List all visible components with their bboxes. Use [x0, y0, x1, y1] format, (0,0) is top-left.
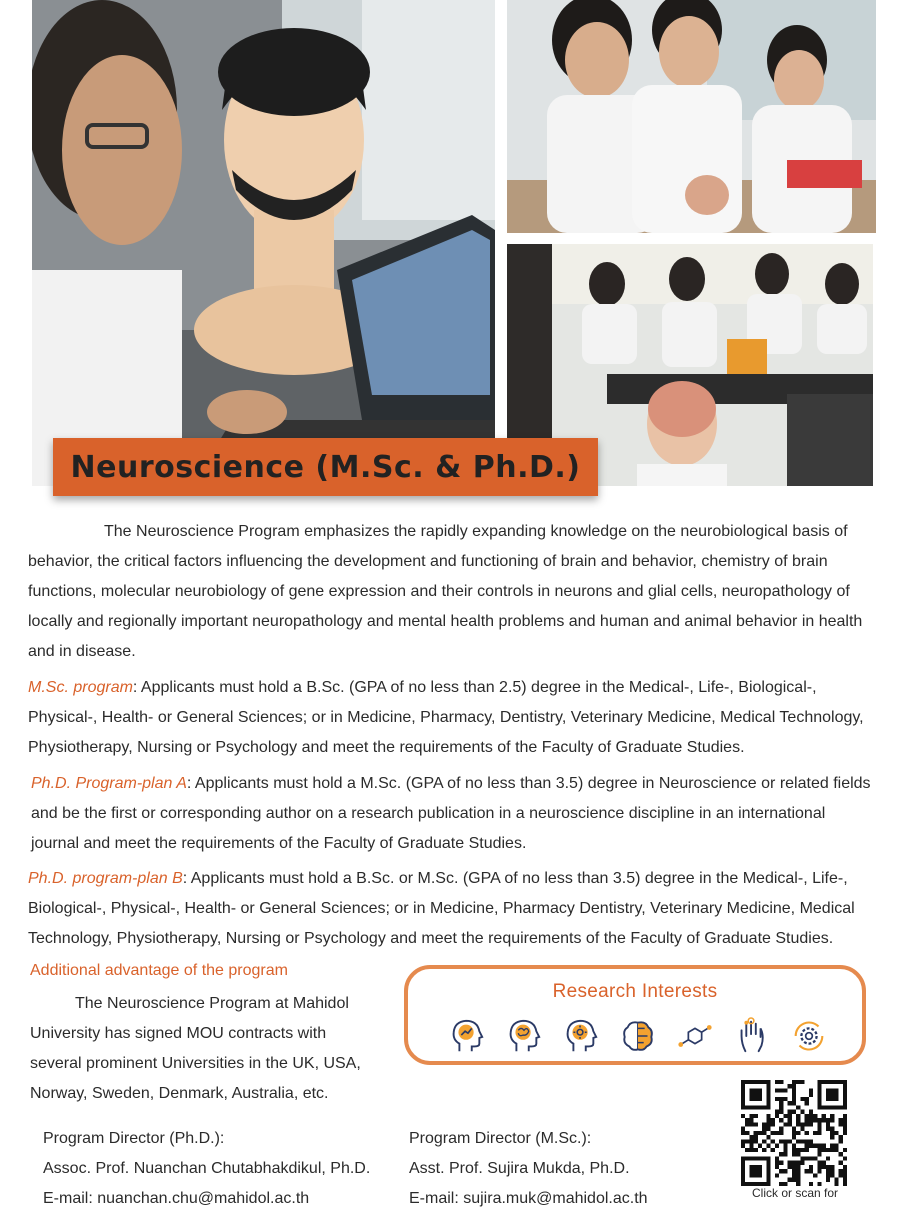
phd-plan-b-text: : Applicants must hold a B.Sc. or M.Sc. (GPA of no less than 3.5) degree in the Medical-, Life-, Biological-, Physical-, Health- or General Sciences; or in Medicine, Pharmacy Dentistry, Veterinary Medicine, Medical Technology, Physiotherapy, Nursing or Psychology and meet the requirements of the Faculty of Graduate Studies. [28, 870, 855, 947]
phd-plan-a-paragraph [31, 769, 871, 859]
research-interests-heading: Research Interests [552, 981, 718, 1002]
advantage-paragraph: The Neuroscience Program at Mahidol University has signed MOU contracts with several prominent Universities in the UK, USA, Norway, Sweden, Denmark, Australia, etc. [30, 995, 361, 1102]
molecule-icon [676, 1017, 714, 1055]
phd-director-contact [43, 1124, 370, 1214]
msc-director-role: Program Director (M.Sc.): [409, 1130, 592, 1147]
title-banner [53, 438, 598, 496]
msc-director-contact [409, 1124, 648, 1214]
gear-cycle-icon [790, 1017, 828, 1055]
eeg-lab-photo [32, 0, 495, 486]
qr-caption: Click or scan for [751, 1186, 839, 1200]
msc-program-label: M.Sc. program [28, 679, 133, 696]
phd-plan-b-label: Ph.D. program-plan B [28, 870, 183, 887]
phd-plan-b-paragraph [28, 864, 868, 954]
msc-program-paragraph [28, 673, 868, 763]
phd-director-email[interactable]: E-mail: nuanchan.chu@mahidol.ac.th [43, 1190, 310, 1207]
page-title: Neuroscience (M.Sc. & Ph.D.) [70, 449, 581, 485]
head-growth-chart-icon [448, 1017, 486, 1055]
msc-program-text: : Applicants must hold a B.Sc. (GPA of no less than 2.5) degree in the Medical-, Life-, Biological-, Physical-, Health- or General Sciences; or in Medicine, Pharmacy, Dentistry, Veterinary Medicine, Medical Technology, Physiotherapy, Nursing or Psychology and meet the requirements of the Faculty of Graduate Studies. [28, 679, 864, 756]
phd-plan-a-label: Ph.D. Program-plan A [31, 775, 187, 792]
research-interests-box [404, 965, 866, 1065]
msc-director-name: Asst. Prof. Sujira Mukda, Ph.D. [409, 1160, 630, 1177]
phd-director-role: Program Director (Ph.D.): [43, 1130, 225, 1147]
advantage-heading: Additional advantage of the program [30, 962, 288, 979]
msc-director-email[interactable]: E-mail: sujira.muk@mahidol.ac.th [409, 1190, 648, 1207]
hand-touch-icon [733, 1017, 771, 1055]
students-brain-model-photo [507, 0, 876, 233]
qr-code[interactable] [741, 1080, 847, 1186]
intro-paragraph: The Neuroscience Program emphasizes the rapidly expanding knowledge on the neurobiological basis of behavior, the critical factors influencing the development and functioning of brain and behavior, chemistry of brain functions, molecular neurobiology of gene expression and their controls in neurons and glial cells, neuropathology of locally and regionally important neuropathology and mental health problems and human and animal behavior in health and in disease. [28, 523, 863, 660]
phd-director-name: Assoc. Prof. Nuanchan Chutabhakdikul, Ph.D. [43, 1160, 371, 1177]
brain-circuit-icon [619, 1017, 657, 1055]
head-gear-icon [562, 1017, 600, 1055]
head-brain-icon [505, 1017, 543, 1055]
research-icons-row [448, 1013, 828, 1059]
phd-plan-a-text: : Applicants must hold a M.Sc. (GPA of no less than 3.5) degree in Neuroscience or related fields and be the first or corresponding author on a research publication in a neuroscience discipline in an international journal and meet the requirements of the Faculty of Graduate Studies. [31, 775, 871, 852]
